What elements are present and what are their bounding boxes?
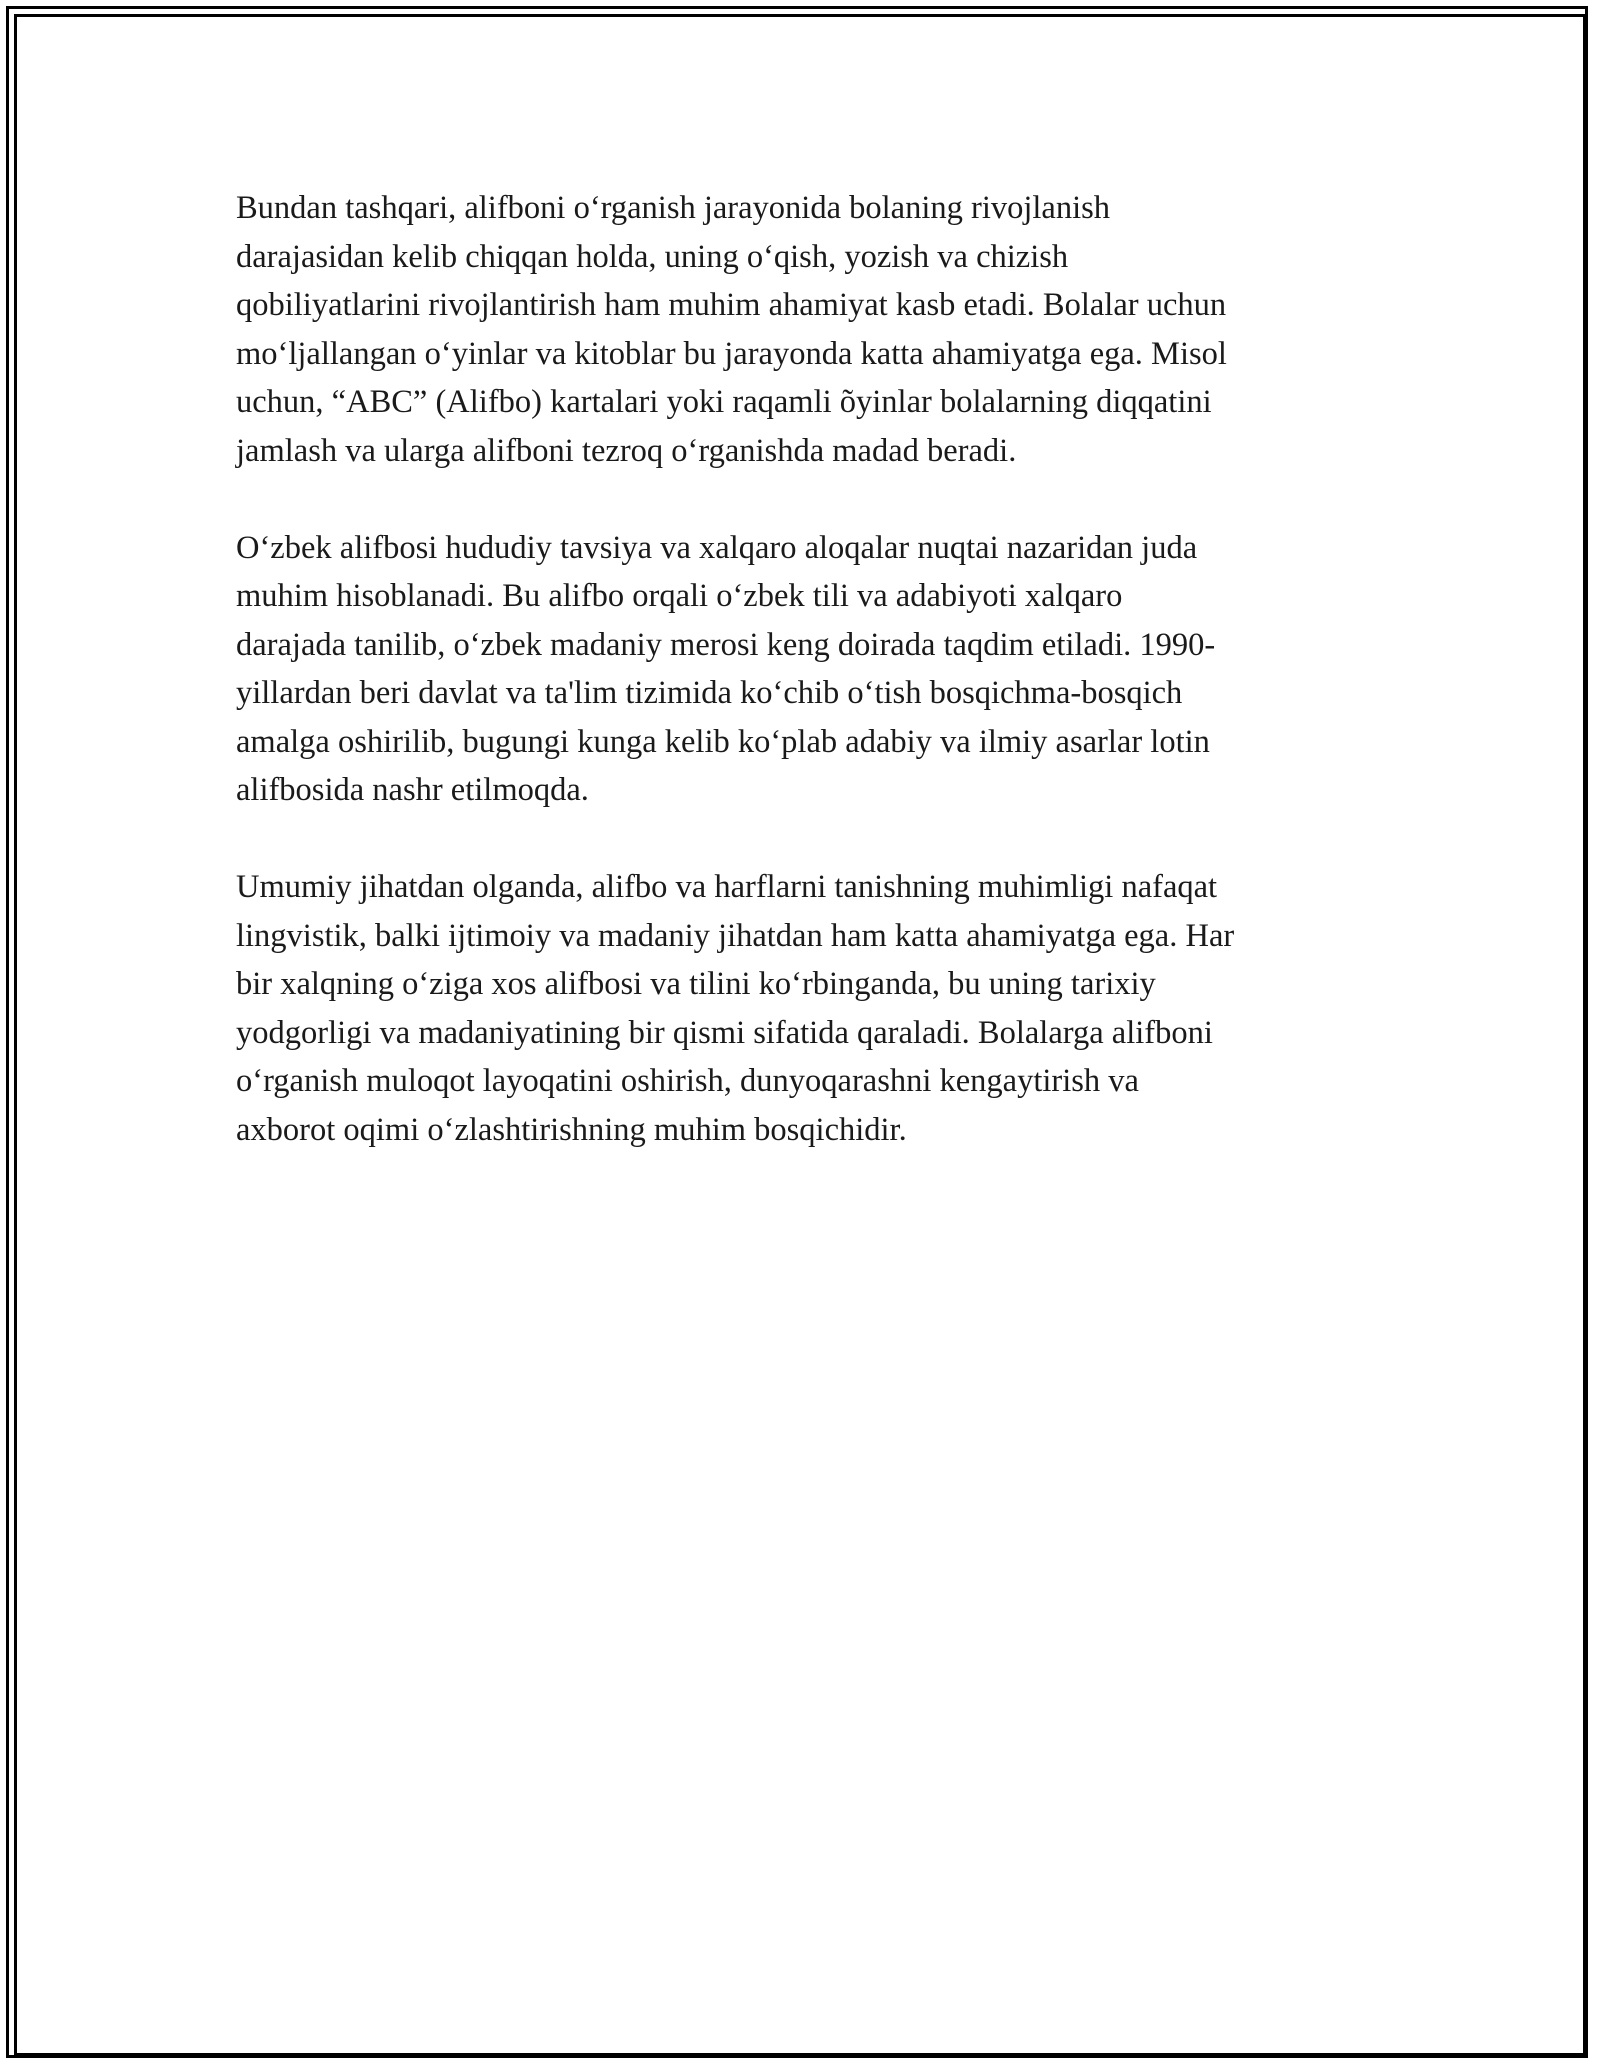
paragraph-line: Bundan tashqari, alifboni oʻrganish jarayonida bolaning rivojlanish — [236, 190, 1111, 226]
paragraph-line: muhim hisoblanadi. Bu alifbo orqali oʻzbek tili va adabiyoti xalqaro — [236, 578, 1123, 614]
paragraph-2 — [236, 524, 1376, 815]
paragraph-line: amalga oshirilib, bugungi kunga kelib koʻplab adabiy va ilmiy asarlar lotin — [236, 723, 1210, 760]
paragraph-line: darajasidan kelib chiqqan holda, uning oʻqish, yozish va chizish — [236, 238, 1069, 275]
paragraph-line: moʻljallangan oʻyinlar va kitoblar bu jarayonda katta ahamiyatga ega. Misol — [236, 335, 1227, 372]
paragraph-line: jamlash va ularga alifboni tezroq oʻrganishda madad beradi. — [236, 432, 1017, 469]
paragraph-line: yillardan beri davlat va ta'lim tizimida koʻchib oʻtish bosqichma-bosqich — [236, 675, 1183, 711]
paragraph-3 — [236, 863, 1376, 1154]
paragraph-line: uchun, “ABC” (Alifbo) kartalari yoki raqamli õyinlar bolalarning diqqatini — [236, 384, 1212, 420]
paragraph-line: lingvistik, balki ijtimoiy va madaniy jihatdan ham katta ahamiyatga ega. Har — [236, 917, 1235, 954]
paragraph-line: Umumiy jihatdan olganda, alifbo va harflarni tanishning muhimligi nafaqat — [236, 869, 1218, 905]
paragraph-line: bir xalqning oʻziga xos alifbosi va tilini koʻrbinganda, bu uning tarixiy — [236, 966, 1156, 1002]
paragraph-line: yodgorligi va madaniyatining bir qismi sifatida qaraladi. Bolalarga alifboni — [236, 1014, 1213, 1051]
paragraph-line: oʻrganish muloqot layoqatini oshirish, dunyoqarashni kengaytirish va — [236, 1063, 1139, 1099]
paragraph-line: axborot oqimi oʻzlashtirishning muhim bosqichidir. — [236, 1111, 907, 1148]
document-body — [236, 184, 1376, 1203]
paragraph-line: darajada tanilib, oʻzbek madaniy merosi keng doirada taqdim etiladi. 1990- — [236, 626, 1216, 663]
paragraph-line: Oʻzbek alifbosi hududiy tavsiya va xalqaro aloqalar nuqtai nazaridan juda — [236, 529, 1198, 566]
paragraph-line: alifbosida nashr etilmoqda. — [236, 772, 589, 808]
paragraph-line: qobiliyatlarini rivojlantirish ham muhim ahamiyat kasb etadi. Bolalar uchun — [236, 287, 1227, 323]
paragraph-1 — [236, 184, 1376, 475]
